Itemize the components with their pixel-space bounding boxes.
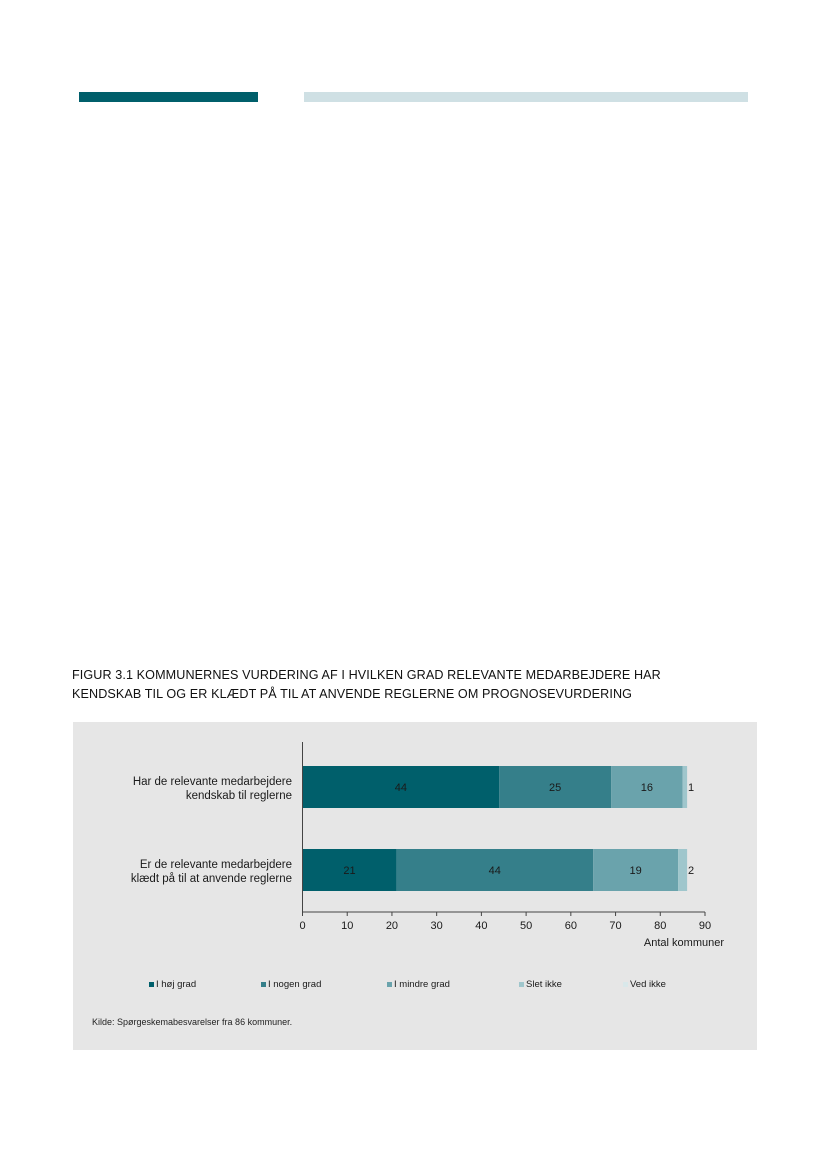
legend-swatch [519,982,524,987]
x-tick-label: 40 [475,920,488,932]
category-label: klædt på til at anvende reglerne [130,873,292,885]
category-label: kendskab til reglerne [185,790,292,802]
data-label: 19 [629,865,642,877]
legend-label: I høj grad [156,979,197,990]
data-label: 44 [488,865,501,877]
header-rule-light [304,92,748,102]
x-tick-label: 80 [654,920,667,932]
category-label: Er de relevante medarbejdere [139,859,292,871]
x-tick-label: 60 [564,920,577,932]
header-rule-dark [79,92,258,102]
x-tick-label: 10 [341,920,354,932]
figure-title [72,666,772,704]
legend-swatch [623,982,628,987]
legend-swatch [149,982,154,987]
data-label: 2 [688,865,695,877]
legend-label: Ved ikke [630,979,666,990]
data-label: 21 [343,865,356,877]
data-label: 44 [394,782,408,794]
x-tick-label: 70 [609,920,622,932]
x-tick-label: 50 [519,920,533,932]
figure-title-line-1: FIGUR 3.1 KOMMUNERNES VURDERING AF I HVILKEN GRAD RELEVANTE MEDARBEJDERE HAR [72,668,661,682]
legend-swatch [387,982,392,987]
legend-label: I nogen grad [268,979,322,990]
stacked-bar-chart [73,722,757,1012]
data-label: 1 [688,782,695,794]
figure-title-line-2: KENDSKAB TIL OG ER KLÆDT PÅ TIL AT ANVENDE REGLERNE OM PROGNOSEVURDERING [72,687,633,701]
x-tick-label: 20 [385,920,399,932]
legend-swatch [261,982,266,987]
source-note: Kilde: Spørgeskemabesvarelser fra 86 kommuner. [92,1017,293,1027]
chart-panel [73,722,757,1050]
x-tick-label: 90 [698,920,712,932]
x-tick-label: 0 [299,920,306,932]
bar-segment [678,849,687,891]
legend-label: I mindre grad [394,979,450,990]
x-tick-label: 30 [430,920,443,932]
category-label: Har de relevante medarbejdere [132,776,292,788]
bar-segment [683,766,687,808]
data-label: 16 [640,782,653,794]
data-label: 25 [549,782,562,794]
legend-label: Slet ikke [526,979,562,990]
x-axis-title: Antal kommuner [643,937,724,949]
